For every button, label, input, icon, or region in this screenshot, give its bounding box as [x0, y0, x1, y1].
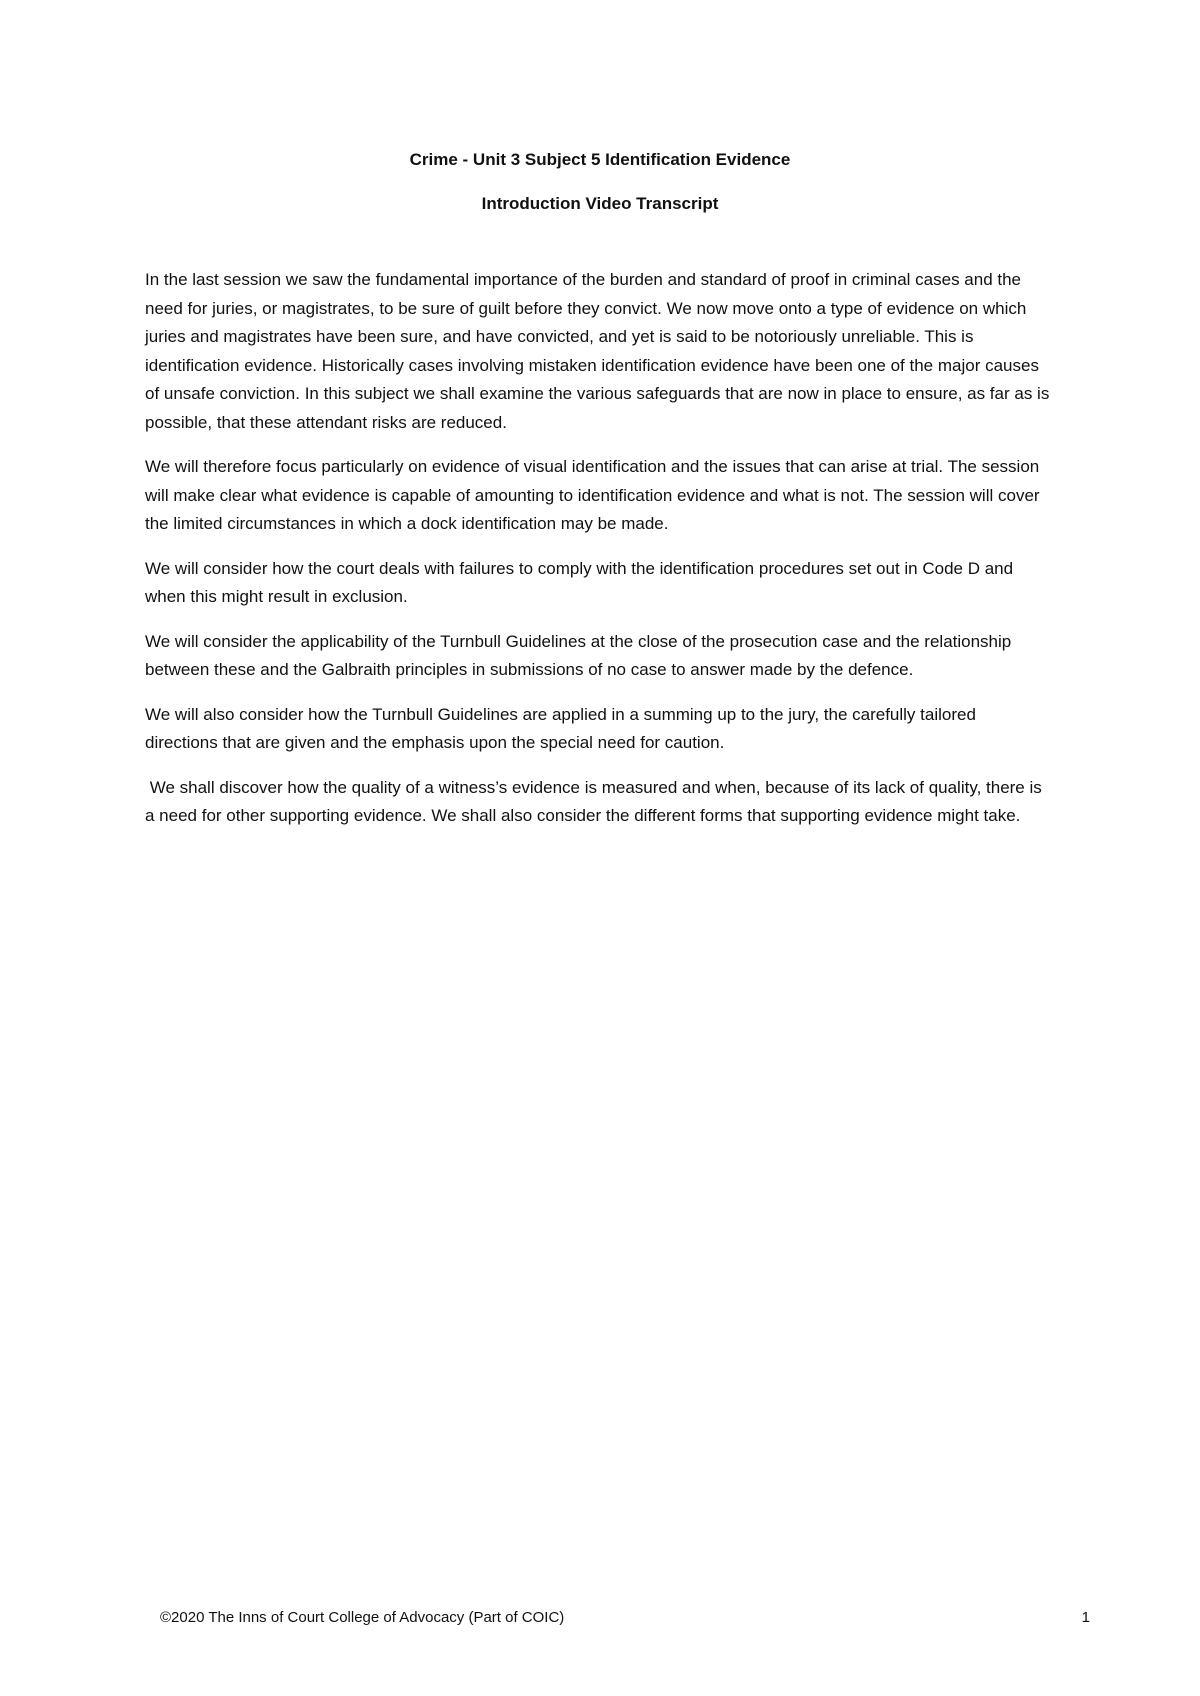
- footer-copyright: ©2020 The Inns of Court College of Advocacy (Part of COIC): [160, 1609, 565, 1626]
- document-title: Crime - Unit 3 Subject 5 Identification Evidence: [409, 150, 791, 169]
- page-footer: [160, 1607, 1090, 1629]
- paragraph: We will also consider how the Turnbull Guidelines are applied in a summing up to the jury, the carefully tailored directions that are given and the emphasis upon the special need for caution.: [145, 704, 976, 752]
- paragraph: We shall discover how the quality of a witness’s evidence is measured and when, because of its lack of quality, there is a need for other supporting evidence. We shall also consider the different forms that supporting evidence might take.: [145, 777, 1047, 825]
- document-body: [145, 266, 1050, 847]
- paragraph: In the last session we saw the fundamental importance of the burden and standard of proof in criminal cases and the need for juries, or magistrates, to be sure of guilt before they convict. We now move onto a type of evidence on which juries and magistrates have been sure, and have convicted, and yet is said to be notoriously unreliable. This is identification evidence. Historically cases involving mistaken identification evidence have been one of the major causes of unsafe conviction. In this subject we shall examine the various safeguards that are now in place to ensure, as far as is possible, that these attendant risks are reduced.: [145, 270, 1050, 432]
- paragraph: We will therefore focus particularly on evidence of visual identification and the issues that can arise at trial. The session will make clear what evidence is capable of amounting to identification evidence and what is not. The session will cover the limited circumstances in which a dock identification may be made.: [145, 457, 1040, 533]
- document-subtitle: Introduction Video Transcript: [481, 194, 719, 213]
- page-number: 1: [1081, 1609, 1090, 1626]
- paragraph: We will consider how the court deals with failures to comply with the identification procedures set out in Code D and when this might result in exclusion.: [145, 558, 1014, 606]
- paragraph: We will consider the applicability of the Turnbull Guidelines at the close of the prosecution case and the relationship between these and the Galbraith principles in submissions of no case to answer made by the defence.: [145, 631, 1012, 679]
